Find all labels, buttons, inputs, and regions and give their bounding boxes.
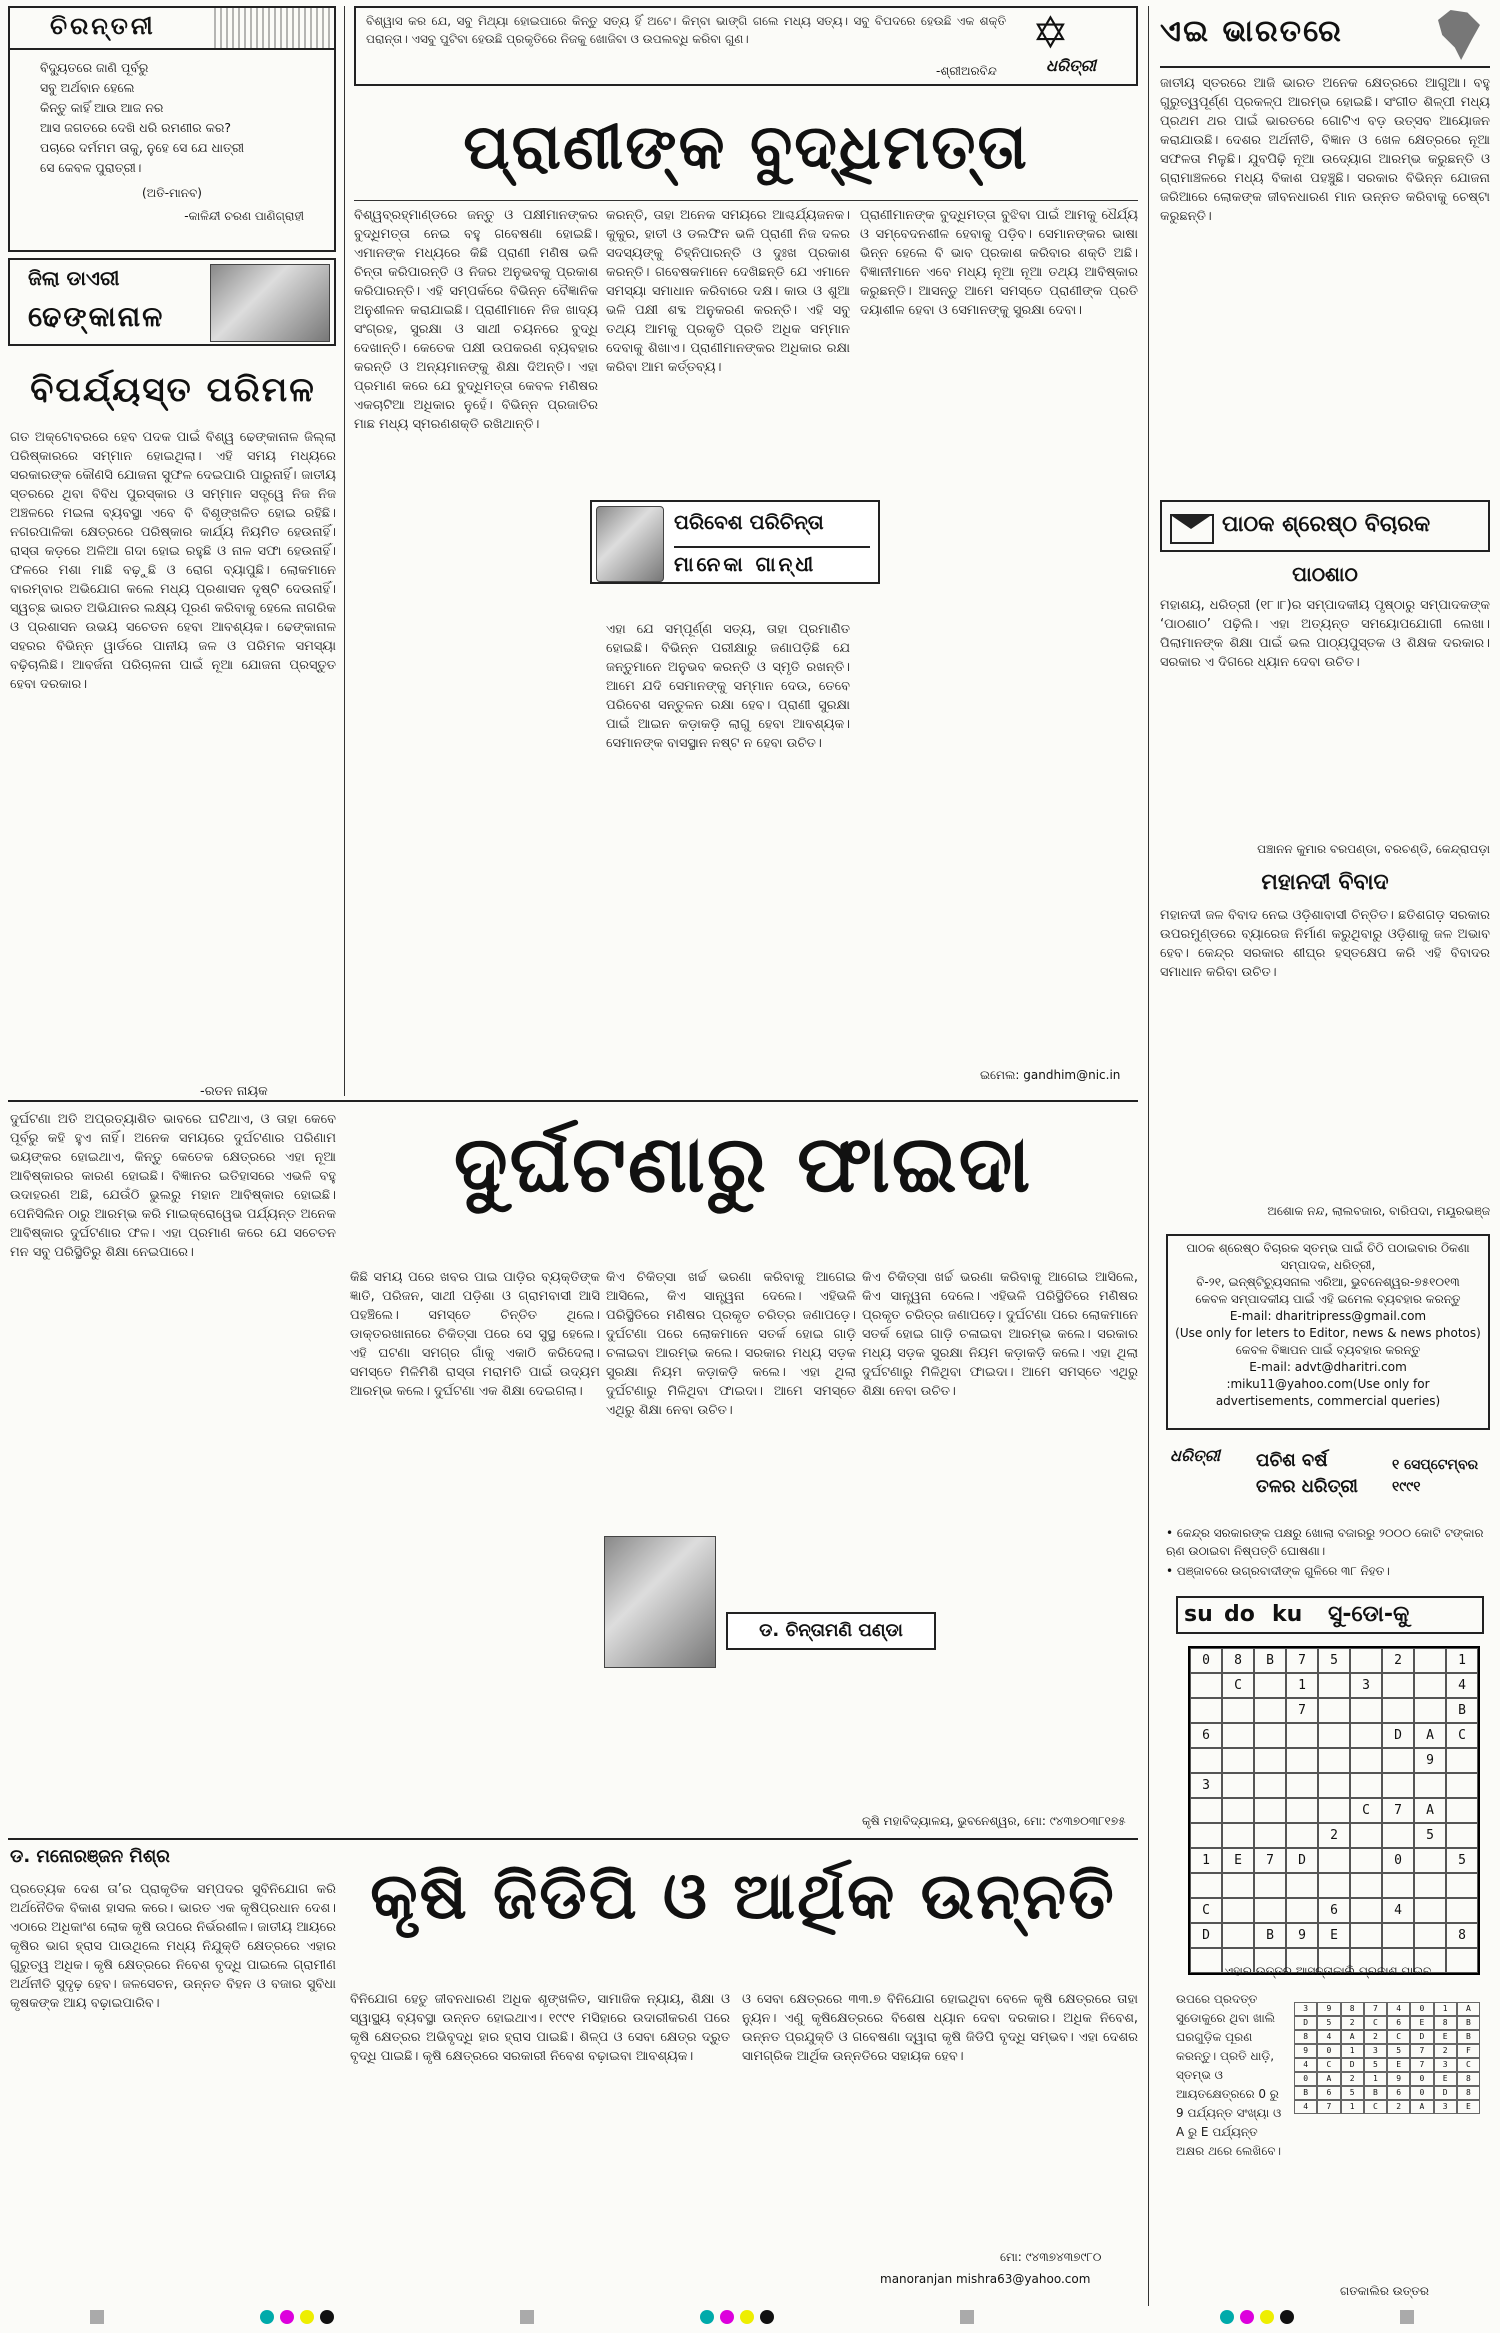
reg-square xyxy=(90,2310,104,2324)
bharat-body: ଜାତୀୟ ସ୍ତରରେ ଆଜି ଭାରତ ଅନେକ କ୍ଷେତ୍ରରେ ଆଗୁଆ। ବହୁ ଗୁରୁତ୍ୱପୂର୍ଣ୍ଣ ପ୍ରକଳ୍ପ ଆରମ୍ଭ ହୋଇଛି। ସଂଗୀତ ଶିଳ୍ପୀ ମଧ୍ୟ ପ୍ରଥମ ଥର ପାଇଁ ଭାରତରେ ଗୋଟିଏ ବଡ଼ ଉତ୍ସବ ଆୟୋଜନ କରାଯାଉଛି। ଦେଶର ଅର୍ଥନୀତି, ବିଜ୍ଞାନ ଓ ଖେଳ କ୍ଷେତ୍ରରେ ନୂଆ ସଫଳତା ମିଳୁଛି। ଯୁବପିଢ଼ି ନୂଆ ଉଦ୍ୟୋଗ ଆରମ୍ଭ କରୁଛନ୍ତି ଓ ଗ୍ରାମାଞ୍ଚଳରେ ମଧ୍ୟ ବିକାଶ ପହଞ୍ଚୁଛି। ସରକାର ବିଭିନ୍ନ ଯୋଜନା ଜରିଆରେ ଲୋକଙ୍କ ଜୀବନଧାରଣ ମାନ ଉନ୍ନତ କରିବାକୁ ଚେଷ୍ଟା କରୁଛନ୍ତି। xyxy=(1160,76,1490,224)
sudoku-caption: ଏହାର ଉତ୍ତର ଆସନ୍ତାକାଲି ପ୍ରକାଶ ପାଇବ xyxy=(1224,1964,1432,1978)
answer-cell: D xyxy=(1410,2030,1433,2044)
sudoku-cell[interactable] xyxy=(1318,1873,1350,1898)
answer-cell: E xyxy=(1387,2058,1410,2072)
contact-line2: ସମ୍ପାଦକ, ଧରିତ୍ରୀ, xyxy=(1280,1258,1376,1272)
answer-cell: 7 xyxy=(1410,2044,1433,2058)
district-label: ଜିଲା ଡାଏରୀ xyxy=(28,266,120,290)
answer-cell: 1 xyxy=(1434,2002,1457,2016)
sudoku-cell[interactable] xyxy=(1254,1773,1286,1798)
answer-cell: 8 xyxy=(1457,2086,1480,2100)
reg-cyan xyxy=(260,2310,274,2324)
sudoku-title-su: su xyxy=(1184,1602,1213,1627)
krishi-footer: ମୋ: ୯୪୩୭୪୩୭୯୮୦ xyxy=(1000,2250,1102,2264)
contact-email-3[interactable]: :miku11@yahoo.com(Use only for xyxy=(1226,1377,1430,1391)
sudoku-cell[interactable] xyxy=(1254,1823,1286,1848)
main-story-col1: ବିଶ୍ୱବ୍ରହ୍ମାଣ୍ଡରେ ଜନ୍ତୁ ଓ ପକ୍ଷୀମାନଙ୍କର ବୁଦ୍ଧିମତ୍ତା ନେଇ ବହୁ ଗବେଷଣା ହୋଇଛି। ଏମାନଙ୍କ ମଧ୍ୟରେ କିଛି ପ୍ରାଣୀ ମଣିଷ ଭଳି ଚିନ୍ତା କରିପାରନ୍ତି ଓ ନିଜର ଅନୁଭବକୁ ପ୍ରକାଶ କରିପାରନ୍ତି। ଏହି ସମ୍ପର୍କରେ ବିଭିନ୍ନ ବୈଜ୍ଞାନିକ ଅନୁଶୀଳନ କରାଯାଇଛି। ପ୍ରାଣୀମାନେ ନିଜ ଖାଦ୍ୟ ସଂଗ୍ରହ, ସୁରକ୍ଷା ଓ ସାଥୀ ଚୟନରେ ବୁଦ୍ଧି ଦେଖାନ୍ତି। କେତେକ ପକ୍ଷୀ ଉପକରଣ ବ୍ୟବହାର କରନ୍ତି ଓ ଅନ୍ୟମାନଙ୍କୁ ଶିକ୍ଷା ଦିଅନ୍ତି। ଏହା ପ୍ରମାଣ କରେ ଯେ ବୁଦ୍ଧିମତ୍ତା କେବଳ ମଣିଷର ଏକଚାଟିଆ ଅଧିକାର ନୁହେଁ। ବିଭିନ୍ନ ପ୍ରଜାତିର ମାଛ ମଧ୍ୟ ସ୍ମରଣଶକ୍ତି ରଖିଥାନ୍ତି। xyxy=(354,208,598,432)
answer-cell: D xyxy=(1341,2058,1364,2072)
answer-cell: E xyxy=(1434,2072,1457,2086)
sudoku-cell[interactable]: D xyxy=(1190,1923,1222,1948)
answer-cell: 7 xyxy=(1410,2058,1433,2072)
sudoku-cell[interactable] xyxy=(1414,1673,1446,1698)
sudoku-cell[interactable] xyxy=(1382,1923,1414,1948)
accident-col4: କିଏ ଚିକିତ୍ସା ଖର୍ଚ୍ଚ ଭରଣା କରିବାକୁ ଆଗେଇ ଆସିଲେ, କିଏ ସାନ୍ତ୍ୱନା ଦେଲେ। ଏହିଭଳି ପରିସ୍ଥିତିରେ ମଣିଷର ପ୍ରକୃତ ଚରିତ୍ର ଜଣାପଡ଼େ। ଦୁର୍ଘଟଣା ପରେ ଲୋକମାନେ ସତର୍କ ହୋଇ ଗାଡ଼ି ଚଳାଇବା ଆରମ୍ଭ କଲେ। ସରକାର ମଧ୍ୟ ସଡ଼କ ସୁରକ୍ଷା ନିୟମ କଡ଼ାକଡ଼ି କଲେ। ଏହା ଥିଲା ଦୁର୍ଘଟଣାରୁ ମିଳିଥିବା ଫାଇଦା। ଆମେ ସମସ୍ତେ ଏଥିରୁ ଶିକ୍ଷା ନେବା ଉଚିତ। xyxy=(862,1270,1138,1399)
sudoku-cell[interactable]: 0 xyxy=(1190,1648,1222,1673)
accident-headline: ଦୁର୍ଘଟଣାରୁ ଫାଇଦା xyxy=(453,1120,1033,1210)
answer-cell: A xyxy=(1341,2030,1364,2044)
sudoku-cell[interactable]: 1 xyxy=(1446,1648,1478,1673)
sudoku-cell[interactable] xyxy=(1222,1798,1254,1823)
sudoku-cell[interactable] xyxy=(1286,1823,1318,1848)
district-diary-box xyxy=(8,258,336,346)
reg-yellow-3 xyxy=(1260,2310,1274,2324)
sudoku-cell[interactable] xyxy=(1446,1773,1478,1798)
answer-cell: 3 xyxy=(1364,2044,1387,2058)
letter1-body: ମହାଶୟ, ଧରିତ୍ରୀ (୧୮।୮)ର ସମ୍ପାଦକୀୟ ପୃଷ୍ଠାରୁ ସମ୍ପାଦକଙ୍କ ‘ପାଠଶାଠ’ ପଢ଼ିଲି। ଏହା ଅତ୍ୟନ୍ତ ସମୟୋପଯୋଗୀ ଲେଖା। ପିଲାମାନଙ୍କ ଶିକ୍ଷା ପାଇଁ ଭଲ ପାଠ୍ୟପୁସ୍ତକ ଓ ଶିକ୍ଷକ ଦରକାର। ସରକାର ଏ ଦିଗରେ ଧ୍ୟାନ ଦେବା ଉଚିତ। xyxy=(1160,598,1490,670)
sudoku-cell[interactable] xyxy=(1446,1798,1478,1823)
answer-cell: E xyxy=(1410,2016,1433,2030)
bharat-masthead-text: ଏଇ ଭାରତରେ xyxy=(1160,14,1343,49)
krishi-headline: କୃଷି ଜିଡିପି ଓ ଆର୍ଥିକ ଉନ୍ନତି xyxy=(370,1860,1116,1934)
sudoku-cell[interactable]: 8 xyxy=(1222,1648,1254,1673)
sudoku-cell[interactable] xyxy=(1382,1673,1414,1698)
contact-line4: କେବଳ ସମ୍ପାଦକୀୟ ପାଇଁ ଏହି ଇମେଲ ବ୍ୟବହାର କରନ୍ତୁ xyxy=(1195,1292,1461,1306)
reg-square-3 xyxy=(960,2310,974,2324)
answer-cell: 5 xyxy=(1364,2058,1387,2072)
reg-magenta-3 xyxy=(1240,2310,1254,2324)
sudoku-cell[interactable] xyxy=(1414,1773,1446,1798)
left-story-headline: ବିପର୍ଯ୍ୟସ୍ତ ପରିମଳ xyxy=(30,370,316,410)
sudoku-cell[interactable]: B xyxy=(1254,1923,1286,1948)
chirantani-author: -କାଳିନ୍ଦୀ ଚରଣ ପାଣିଗ୍ରାହୀ xyxy=(184,209,304,223)
answer-cell: 7 xyxy=(1317,2100,1340,2114)
reg-black-3 xyxy=(1280,2310,1294,2324)
sudoku-cell[interactable] xyxy=(1222,1748,1254,1773)
sudoku-cell[interactable] xyxy=(1222,1723,1254,1748)
sudoku-cell[interactable] xyxy=(1318,1798,1350,1823)
answer-cell: 6 xyxy=(1387,2086,1410,2100)
answer-cell: 5 xyxy=(1317,2016,1340,2030)
answer-cell: 5 xyxy=(1341,2086,1364,2100)
sudoku-cell[interactable] xyxy=(1286,1773,1318,1798)
sudoku-cell[interactable]: 9 xyxy=(1414,1748,1446,1773)
answer-cell: B xyxy=(1457,2016,1480,2030)
sudoku-cell[interactable] xyxy=(1190,1798,1222,1823)
sudoku-cell[interactable]: 1 xyxy=(1190,1848,1222,1873)
sudoku-cell[interactable] xyxy=(1382,1698,1414,1723)
sudoku-cell[interactable] xyxy=(1286,1723,1318,1748)
letter2-body: ମହାନଦୀ ଜଳ ବିବାଦ ନେଇ ଓଡ଼ିଶାବାସୀ ଚିନ୍ତିତ। ଛତିଶଗଡ଼ ସରକାର ଉପରମୁଣ୍ଡରେ ବ୍ୟାରେଜ ନିର୍ମାଣ କରୁଥିବାରୁ ଓଡ଼ିଶାକୁ ଜଳ ଅଭାବ ହେବ। କେନ୍ଦ୍ର ସରକାର ଶୀଘ୍ର ହସ୍ତକ୍ଷେପ କରି ଏହି ବିବାଦର ସମାଧାନ କରିବା ଉଚିତ। xyxy=(1160,908,1490,980)
sudoku-cell[interactable]: C xyxy=(1350,1798,1382,1823)
sudoku-cell[interactable]: 7 xyxy=(1382,1798,1414,1823)
answer-cell: 7 xyxy=(1364,2002,1387,2016)
district-name: ଢେଙ୍କାନାଳ xyxy=(28,300,165,333)
answer-cell: 2 xyxy=(1434,2044,1457,2058)
answer-cell: 1 xyxy=(1364,2072,1387,2086)
accident-footer: କୃଷି ମହାବିଦ୍ୟାଳୟ, ଭୁବନେଶ୍ୱର, ମୋ: ୯୪୩୭୦୩୮୧୭୫ xyxy=(862,1814,1126,1828)
letter1-title: ପାଠଶାଠ xyxy=(1292,562,1358,586)
sudoku-cell[interactable]: 3 xyxy=(1350,1673,1382,1698)
answer-cell: A xyxy=(1410,2100,1433,2114)
dharitri-logo: ଧରିତ୍ରୀ xyxy=(1046,56,1096,75)
sudoku-cell[interactable]: A xyxy=(1414,1798,1446,1823)
answer-cell: 4 xyxy=(1317,2030,1340,2044)
krishi-col1: ପ୍ରତ୍ୟେକ ଦେଶ ତା’ର ପ୍ରାକୃତିକ ସମ୍ପଦର ସୁବିନିଯୋଗ କରି ଅର୍ଥନୈତିକ ବିକାଶ ହାସଲ କରେ। ଭାରତ ଏକ କୃଷିପ୍ରଧାନ ଦେଶ। ଏଠାରେ ଅଧିକାଂଶ ଲୋକ କୃଷି ଉପରେ ନିର୍ଭରଶୀଳ। ଜାତୀୟ ଆୟରେ କୃଷିର ଭାଗ ହ୍ରାସ ପାଉଥିଲେ ମଧ୍ୟ ନିଯୁକ୍ତି କ୍ଷେତ୍ରରେ ଏହାର ଗୁରୁତ୍ୱ ଅଧିକ। କୃଷି କ୍ଷେତ୍ରରେ ନିବେଶ ବୃଦ୍ଧି ପାଇଲେ ଗ୍ରାମୀଣ ଅର୍ଥନୀତି ସୁଦୃଢ଼ ହେବ। ଜଳସେଚନ, ଉନ୍ନତ ବିହନ ଓ ବଜାର ସୁବିଧା କୃଷକଙ୍କ ଆୟ ବଢ଼ାଇପାରିବ। xyxy=(10,1882,336,2011)
sudoku-cell[interactable]: 6 xyxy=(1318,1898,1350,1923)
sudoku-cell[interactable]: 2 xyxy=(1382,1648,1414,1673)
sudoku-cell[interactable] xyxy=(1350,1873,1382,1898)
envelope-icon xyxy=(1170,514,1214,544)
answer-cell: 4 xyxy=(1294,2100,1317,2114)
sudoku-cell[interactable] xyxy=(1254,1723,1286,1748)
sudoku-rules: ଉପରେ ପ୍ରଦତ୍ତ ସୁଡୋକୁରେ ଥିବା ଖାଲି ଘରଗୁଡ଼ିକ ପୂରଣ କରନ୍ତୁ। ପ୍ରତି ଧାଡ଼ି, ସ୍ତମ୍ଭ ଓ ଆୟତକ୍ଷେତ୍ରରେ 0 ରୁ 9 ପର୍ଯ୍ୟନ୍ତ ସଂଖ୍ୟା ଓ A ରୁ E ପର୍ଯ୍ୟନ୍ତ ଅକ୍ଷର ଥରେ ଲେଖିବେ। xyxy=(1176,1992,1282,2158)
twentyfive-box xyxy=(1166,1446,1490,1516)
sudoku-cell[interactable] xyxy=(1286,1798,1318,1823)
sudoku-cell[interactable] xyxy=(1350,1698,1382,1723)
reg-magenta xyxy=(280,2310,294,2324)
accident-col1: ଦୁର୍ଘଟଣା ଅତି ଅପ୍ରତ୍ୟାଶିତ ଭାବରେ ଘଟିଥାଏ, ଓ ତାହା କେବେ ପୂର୍ବରୁ କହି ହୁଏ ନାହିଁ। ଅନେକ ସମୟରେ ଦୁର୍ଘଟଣାର ପରିଣାମ ଭୟଙ୍କର ହୋଇଥାଏ, କିନ୍ତୁ କେତେକ କ୍ଷେତ୍ରରେ ଏହା ନୂଆ ଆବିଷ୍କାରର କାରଣ ହୋଇଛି। ବିଜ୍ଞାନର ଇତିହାସରେ ଏଭଳି ବହୁ ଉଦାହରଣ ଅଛି, ଯେଉଁଠି ଭୁଲରୁ ମହାନ ଆବିଷ୍କାର ହୋଇଛି। ପେନିସିଲିନ ଠାରୁ ଆରମ୍ଭ କରି ମାଇକ୍ରୋୱେଭ ପର୍ଯ୍ୟନ୍ତ ଅନେକ ଆବିଷ୍କାର ଦୁର୍ଘଟଣାର ଫଳ। ଏହା ପ୍ରମାଣ କରେ ଯେ ସଚେତନ ମନ ସବୁ ପରିସ୍ଥିତିରୁ ଶିକ୍ଷା ନେଇପାରେ। xyxy=(10,1112,336,1260)
sudoku-cell[interactable] xyxy=(1350,1823,1382,1848)
accident-col2: କିଛି ସମୟ ପରେ ଖବର ପାଇ ପାଡ଼ିର ବ୍ୟକ୍ତିଙ୍କ ଜ୍ଞାତି, ପରିଜନ, ସାଥୀ ପଡ଼ିଶା ଓ ଗ୍ରାମବାସୀ ଆସି ପହଞ୍ଚିଲେ। ସମସ୍ତେ ଚିନ୍ତିତ ଥିଲେ। ଡାକ୍ତରଖାନାରେ ଚିକିତ୍ସା ପରେ ସେ ସୁସ୍ଥ ହେଲେ। ଏହି ଘଟଣା ସମଗ୍ର ଗାଁକୁ ଏକାଠି କରିଦେଲା। ସମସ୍ତେ ମିଳିମିଶି ରାସ୍ତା ମରାମତି ପାଇଁ ଉଦ୍ୟମ ଆରମ୍ଭ କଲେ। ଦୁର୍ଘଟଣା ଏକ ଶିକ୍ଷା ଦେଇଗଲା। xyxy=(350,1270,600,1399)
sudoku-cell[interactable] xyxy=(1286,1748,1318,1773)
sudoku-cell[interactable]: C xyxy=(1190,1898,1222,1923)
answer-cell: 8 xyxy=(1294,2030,1317,2044)
answer-cell: C xyxy=(1387,2030,1410,2044)
sudoku-cell[interactable] xyxy=(1318,1673,1350,1698)
sudoku-cell[interactable] xyxy=(1222,1823,1254,1848)
answer-cell: 2 xyxy=(1387,2100,1410,2114)
sudoku-cell[interactable] xyxy=(1350,1923,1382,1948)
sudoku-cell[interactable]: 5 xyxy=(1318,1648,1350,1673)
sudoku-cell[interactable] xyxy=(1414,1648,1446,1673)
sudoku-cell[interactable] xyxy=(1350,1723,1382,1748)
sudoku-cell[interactable] xyxy=(1350,1748,1382,1773)
answer-cell: 9 xyxy=(1294,2044,1317,2058)
answer-cell: B xyxy=(1457,2030,1480,2044)
answer-cell: E xyxy=(1457,2100,1480,2114)
sudoku-cell[interactable] xyxy=(1318,1698,1350,1723)
answer-cell: 6 xyxy=(1387,2016,1410,2030)
reg-yellow xyxy=(300,2310,314,2324)
krishi-email: manoranjan mishra63@yahoo.com xyxy=(880,2272,1091,2286)
sudoku-cell[interactable] xyxy=(1350,1648,1382,1673)
twentyfive-item-0: • କେନ୍ଦ୍ର ସରକାରଙ୍କ ପକ୍ଷରୁ ଖୋଲା ବଜାରରୁ ୨୦୦୦ କୋଟି ଟଙ୍କାର ଋଣ ଉଠାଇବା ନିଷ୍ପତ୍ତି ଘୋଷଣା। xyxy=(1166,1526,1484,1558)
reg-square-2 xyxy=(520,2310,534,2324)
reg-black-2 xyxy=(760,2310,774,2324)
temple-photo xyxy=(210,264,330,342)
contact-email-2[interactable]: E-mail: advt@dharitri.com xyxy=(1249,1360,1407,1374)
sudoku-cell[interactable] xyxy=(1414,1923,1446,1948)
sudoku-cell[interactable]: 3 xyxy=(1190,1773,1222,1798)
sudoku-cell[interactable] xyxy=(1222,1773,1254,1798)
chirantani-ornament xyxy=(214,8,334,48)
sudoku-cell[interactable] xyxy=(1286,1898,1318,1923)
section-divider xyxy=(8,1100,1138,1102)
sudoku-cell[interactable]: B xyxy=(1446,1698,1478,1723)
sudoku-cell[interactable]: 2 xyxy=(1318,1823,1350,1848)
author-photo xyxy=(596,506,664,582)
answer-cell: 9 xyxy=(1317,2002,1340,2016)
sudoku-cell[interactable] xyxy=(1446,1748,1478,1773)
sudoku-cell[interactable] xyxy=(1350,1773,1382,1798)
contact-email-1[interactable]: E-mail: dharitripress@gmail.com xyxy=(1229,1309,1427,1323)
sudoku-cell[interactable] xyxy=(1414,1898,1446,1923)
sudoku-cell[interactable] xyxy=(1222,1923,1254,1948)
sudoku-cell[interactable]: 0 xyxy=(1382,1848,1414,1873)
letter2-title: ମହାନଦୀ ବିବାଦ xyxy=(1261,870,1389,895)
answer-cell: 3 xyxy=(1294,2002,1317,2016)
sudoku-cell[interactable] xyxy=(1222,1698,1254,1723)
sudoku-cell[interactable]: 5 xyxy=(1414,1823,1446,1848)
main-story-col3: ଏହା ଯେ ସମ୍ପୂର୍ଣ୍ଣ ସତ୍ୟ, ତାହା ପ୍ରମାଣିତ ହୋଇଛି। ବିଭିନ୍ନ ପରୀକ୍ଷାରୁ ଜଣାପଡ଼ିଛି ଯେ ଜନ୍ତୁମାନେ ଅନୁଭବ କରନ୍ତି ଓ ସ୍ମୃତି ରଖନ୍ତି। ଆମେ ଯଦି ସେମାନଙ୍କୁ ସମ୍ମାନ ଦେଉ, ତେବେ ପରିବେଶ ସନ୍ତୁଳନ ରକ୍ଷା ହେବ। ପ୍ରାଣୀ ସୁରକ୍ଷା ପାଇଁ ଆଇନ କଡ଼ାକଡ଼ି ଲାଗୁ ହେବା ଆବଶ୍ୟକ। ସେମାନଙ୍କ ବାସସ୍ଥାନ ନଷ୍ଟ ନ ହେବା ଉଚିତ। xyxy=(606,622,850,751)
letters-title: ପାଠକ ଶ୍ରେଷ୍ଠ ବିଚାରକ xyxy=(1222,512,1431,537)
answer-cell: A xyxy=(1457,2002,1480,2016)
answer-cell: 0 xyxy=(1410,2086,1433,2100)
answer-cell: 2 xyxy=(1341,2072,1364,2086)
sudoku-cell[interactable] xyxy=(1286,1873,1318,1898)
top-quote-text: ବିଶ୍ୱାସ କର ଯେ, ସବୁ ମିଥ୍ୟା ହୋଇପାରେ କିନ୍ତୁ ସତ୍ୟ ହିଁ ଅଟେ। କିମ୍ବା ଭାଙ୍ଗି ଗଲେ ମଧ୍ୟ ସତ୍ୟ। ସବୁ ବିପଦରେ ହେଉଛି ଏକ ଶକ୍ତି ପରାନ୍ତା। ଏସବୁ ପୁଟିବା ହେଉଛି ପ୍ରକୃତିରେ ନିଜକୁ ଖୋଜିବା ଓ ଉପଲବ୍ଧି କରିବା ଗୁଣ। xyxy=(366,14,1006,46)
chirantani-sub: (ଅତି-ମାନବ) xyxy=(142,186,202,200)
sudoku-cell[interactable]: D xyxy=(1382,1723,1414,1748)
answer-cell: C xyxy=(1457,2058,1480,2072)
sudoku-cell[interactable]: 7 xyxy=(1254,1848,1286,1873)
sudoku-cell[interactable] xyxy=(1414,1698,1446,1723)
reg-square-4 xyxy=(1400,2310,1414,2324)
twentyfive-title1: ପଚିଶ ବର୍ଷ xyxy=(1256,1450,1328,1471)
sudoku-cell[interactable]: 5 xyxy=(1446,1848,1478,1873)
answer-cell: B xyxy=(1294,2086,1317,2100)
sudoku-cell[interactable] xyxy=(1318,1773,1350,1798)
main-story-email: ଇମେଲ: gandhim@nic.in xyxy=(980,1068,1121,1082)
krishi-author: ଡ. ମନୋରଞ୍ଜନ ମିଶ୍ର xyxy=(10,1846,170,1867)
column-name: ପରିବେଶ ପରିଚିନ୍ତା xyxy=(674,510,824,534)
sudoku-cell[interactable] xyxy=(1190,1748,1222,1773)
sudoku-title-ku: ku xyxy=(1272,1602,1303,1627)
accident-author-label xyxy=(726,1612,936,1650)
sudoku-cell[interactable]: C xyxy=(1222,1673,1254,1698)
sudoku-cell[interactable]: 4 xyxy=(1446,1673,1478,1698)
sudoku-cell[interactable] xyxy=(1190,1873,1222,1898)
sudoku-cell[interactable]: 7 xyxy=(1286,1698,1318,1723)
contact-line5: କେବଳ ବିଜ୍ଞାପନ ପାଇଁ ବ୍ୟବହାର କରନ୍ତୁ xyxy=(1235,1343,1421,1357)
answer-cell: 4 xyxy=(1294,2058,1317,2072)
answer-cell: 0 xyxy=(1317,2044,1340,2058)
column-rule xyxy=(344,6,345,1096)
sudoku-title-box xyxy=(1176,1596,1484,1634)
sudoku-cell[interactable] xyxy=(1254,1898,1286,1923)
krishi-col2: ବିନିଯୋଗ ହେତୁ ଜୀବନଧାରଣ ଅଧିକ ଶୃଙ୍ଖଳିତ, ସାମାଜିକ ନ୍ୟାୟ, ଶିକ୍ଷା ଓ ସ୍ୱାସ୍ଥ୍ୟ ବ୍ୟବସ୍ଥା ଉନ୍ନତ ହୋଇଥାଏ। ୧୯୯୧ ମସିହାରେ ଉଦାରୀକରଣ ପରେ କୃଷି କ୍ଷେତ୍ରର ଅଭିବୃଦ୍ଧି ହାର ହ୍ରାସ ପାଇଛି। ଶିଳ୍ପ ଓ ସେବା କ୍ଷେତ୍ର ଦ୍ରୁତ ବୃଦ୍ଧି ପାଇଛି। କୃଷି କ୍ଷେତ୍ରରେ ସରକାରୀ ନିବେଶ ବଢ଼ାଇବା ଆବଶ୍ୟକ। xyxy=(350,1992,730,2064)
answer-cell: 2 xyxy=(1341,2016,1364,2030)
sudoku-cell[interactable]: 4 xyxy=(1382,1898,1414,1923)
sudoku-cell[interactable]: 9 xyxy=(1286,1923,1318,1948)
contact-note-1: (Use only for leters to Editor, news & news photos) xyxy=(1175,1326,1481,1340)
sudoku-cell[interactable] xyxy=(1318,1748,1350,1773)
answer-cell: A xyxy=(1317,2072,1340,2086)
sudoku-cell[interactable] xyxy=(1254,1698,1286,1723)
answer-cell: 0 xyxy=(1410,2072,1433,2086)
bharat-masthead xyxy=(1160,6,1490,68)
answer-cell: 0 xyxy=(1294,2072,1317,2086)
sudoku-cell[interactable] xyxy=(1382,1823,1414,1848)
sudoku-cell[interactable] xyxy=(1414,1873,1446,1898)
sudoku-cell[interactable]: 7 xyxy=(1286,1648,1318,1673)
answer-cell: D xyxy=(1294,2016,1317,2030)
sudoku-cell[interactable] xyxy=(1350,1848,1382,1873)
krishi-col3: ଓ ସେବା କ୍ଷେତ୍ରରେ ୩୩.୭ ବିନିଯୋଗ ହୋଇଥିବା ବେଳେ କୃଷି କ୍ଷେତ୍ରରେ ତାହା ନ୍ୟୁନ। ଏଣୁ କୃଷିକ୍ଷେତ୍ରରେ ବିଶେଷ ଧ୍ୟାନ ଦେବା ଦରକାର। ଅଧିକ ନିବେଶ, ଉନ୍ନତ ପ୍ରଯୁକ୍ତି ଓ ଗବେଷଣା ଦ୍ୱାରା କୃଷି ଜିଡିପି ବୃଦ୍ଧି ସମ୍ଭବ। ଏହା ଦେଶର ସାମଗ୍ରିକ ଆର୍ଥିକ ଉନ୍ନତିରେ ସହାୟକ ହେବ। xyxy=(742,1992,1138,2064)
answer-cell: C xyxy=(1364,2100,1387,2114)
sudoku-cell[interactable] xyxy=(1382,1748,1414,1773)
chirantani-poem: ବିଦ୍ୟୁତରେ ଜାଣି ପୂର୍ବରୁ ସବୁ ଅର୍ଥବାନ ହେଲେ କିନ୍ତୁ କାହିଁ ଆଉ ଆଜ ନର ଆସ ଜଗତରେ ଦେଖି ଧରି ରମଣୀର କର? ପଚାରେ ଦର୍ମମମ ତାକୁ, ନୁହେ ସେ ଯେ ଧାତ୍ରୀ ସେ କେବଳ ପୁରାତ୍ରୀ। xyxy=(40,60,245,175)
answer-cell: 8 xyxy=(1457,2072,1480,2086)
contact-note-2: advertisements, commercial queries) xyxy=(1215,1394,1441,1408)
sudoku-title-do: do xyxy=(1224,1602,1255,1627)
sudoku-cell[interactable]: D xyxy=(1286,1848,1318,1873)
sudoku-cell[interactable] xyxy=(1190,1673,1222,1698)
sudoku-cell[interactable] xyxy=(1254,1748,1286,1773)
sudoku-cell[interactable] xyxy=(1446,1898,1478,1923)
answer-cell: 0 xyxy=(1410,2002,1433,2016)
sudoku-cell[interactable] xyxy=(1382,1873,1414,1898)
answer-cell: 6 xyxy=(1317,2086,1340,2100)
columnist-name: ମାନେକା ଗାନ୍ଧୀ xyxy=(674,546,870,576)
sudoku-answer-grid xyxy=(1294,2002,1480,2114)
answer-cell: C xyxy=(1317,2058,1340,2072)
sudoku-cell[interactable] xyxy=(1254,1873,1286,1898)
answer-cell: 8 xyxy=(1434,2016,1457,2030)
letters-title-box xyxy=(1160,500,1490,552)
sudoku-cell[interactable] xyxy=(1446,1823,1478,1848)
sudoku-cell[interactable] xyxy=(1222,1898,1254,1923)
contact-box xyxy=(1166,1234,1490,1430)
main-story-col2: କରନ୍ତି, ତାହା ଅନେକ ସମୟରେ ଆଶ୍ଚର୍ଯ୍ୟଜନକ। କୁକୁର, ହାତୀ ଓ ଡଲଫିନ ଭଳି ପ୍ରାଣୀ ନିଜ ଦଳର ସଦସ୍ୟଙ୍କୁ ଚିହ୍ନିପାରନ୍ତି ଓ ଦୁଃଖ ପ୍ରକାଶ କରନ୍ତି। ଗବେଷକମାନେ ଦେଖିଛନ୍ତି ଯେ ଏମାନେ ସମସ୍ୟା ସମାଧାନ କରିବାରେ ଦକ୍ଷ। କାଉ ଓ ଶୁଆ ଭଳି ପକ୍ଷୀ ଶବ୍ଦ ଅନୁକରଣ କରନ୍ତି। ଏହି ସବୁ ତଥ୍ୟ ଆମକୁ ପ୍ରକୃତି ପ୍ରତି ଅଧିକ ସମ୍ମାନ ଦେବାକୁ ଶିଖାଏ। ପ୍ରାଣୀମାନଙ୍କର ଅଧିକାର ରକ୍ଷା କରିବା ଆମ କର୍ତ୍ତବ୍ୟ। xyxy=(606,208,850,375)
print-marks xyxy=(0,2310,1500,2330)
answer-cell: F xyxy=(1457,2044,1480,2058)
reg-black xyxy=(320,2310,334,2324)
sudoku-cell[interactable]: E xyxy=(1318,1923,1350,1948)
chirantani-box xyxy=(8,6,336,252)
sudoku-cell[interactable]: 8 xyxy=(1446,1923,1478,1948)
answer-cell: 8 xyxy=(1341,2002,1364,2016)
accident-author-name: ଡ. ଚିନ୍ତାମଣି ପଣ୍ଡା xyxy=(759,1620,903,1641)
answer-cell: 1 xyxy=(1341,2100,1364,2114)
letter2-sign: ଅଶୋକ ନନ୍ଦ, ଲାଲବଜାର, ବାରିପଦା, ମୟୂରଭଞ୍ଜ xyxy=(1267,1204,1490,1218)
section-divider-2 xyxy=(8,1838,1138,1840)
chirantani-title-bar xyxy=(10,8,334,50)
sudoku-cell[interactable] xyxy=(1318,1723,1350,1748)
sudoku-cell[interactable] xyxy=(1382,1773,1414,1798)
right-column-rule xyxy=(1148,6,1149,2306)
top-quote-box xyxy=(354,6,1138,86)
main-story-headline: ପ୍ରାଣୀଙ୍କ ବୁଦ୍ଧିମତ୍ତା xyxy=(463,110,1029,183)
answer-cell: 3 xyxy=(1434,2058,1457,2072)
sudoku-cell[interactable] xyxy=(1254,1798,1286,1823)
contact-line3: ବି-୨୧, ଇନ୍‌ଷ୍ଟିଚ୍ୟୁସନାଲ ଏରିଆ, ଭୁବନେଶ୍ୱର-୭୫୧୦୧୩ xyxy=(1196,1275,1460,1289)
answer-cell: D xyxy=(1434,2086,1457,2100)
sudoku-cell[interactable] xyxy=(1446,1873,1478,1898)
sudoku-cell[interactable] xyxy=(1254,1673,1286,1698)
answer-cell: 2 xyxy=(1364,2030,1387,2044)
sudoku-cell[interactable] xyxy=(1414,1848,1446,1873)
answer-cell: 9 xyxy=(1387,2072,1410,2086)
answer-cell: E xyxy=(1434,2030,1457,2044)
answer-cell: 4 xyxy=(1387,2002,1410,2016)
sudoku-cell[interactable] xyxy=(1190,1823,1222,1848)
left-story-body: ଗତ ଅକ୍ଟୋବରରେ ହେବ ପଦକ ପାଇଁ ବିଶ୍ୱ ଢେଙ୍କାନାଳ ଜିଲ୍ଲା ପରିଷ୍କାରରେ ସମ୍ମାନ ହୋଇଥିଲା। ଏହି ସମୟ ମଧ୍ୟରେ ସରକାରଙ୍କ କୌଣସି ଯୋଜନା ସୁଫଳ ଦେଇପାରି ପାରୁନାହିଁ। ଜାତୀୟ ସ୍ତରରେ ଥିବା ବିବିଧ ପୁରସ୍କାର ଓ ସମ୍ମାନ ସତ୍ତ୍ୱେ ନିଜ ନିଜ ଅଞ୍ଚଳରେ ମଇଳା ବ୍ୟବସ୍ଥା ଏବେ ବି ବିଶୃଙ୍ଖଳିତ ହୋଇ ରହିଛି। ନଗରପାଳିକା କ୍ଷେତ୍ରରେ ପରିଷ୍କାର କାର୍ଯ୍ୟ ନିୟମିତ ହେଉନାହିଁ। ରାସ୍ତା କଡ଼ରେ ଅଳିଆ ଗଦା ହୋଇ ରହୁଛି ଓ ନାଳ ସଫା ହେଉନାହିଁ। ଫଳରେ ମଶା ମାଛି ବଢ଼ୁଛି ଓ ରୋଗ ବ୍ୟାପୁଛି। ଲୋକମାନେ ବାରମ୍ବାର ଅଭିଯୋଗ କଲେ ମଧ୍ୟ ପ୍ରଶାସନ ଦୃଷ୍ଟି ଦେଉନାହିଁ। ସ୍ୱଚ୍ଛ ଭାରତ ଅଭିଯାନର ଲକ୍ଷ୍ୟ ପୂରଣ କରିବାକୁ ହେଲେ ନାଗରିକ ଓ ପ୍ରଶାସନ ଉଭୟ ସଚେତନ ହେବା ଆବଶ୍ୟକ। ଢେଙ୍କାନାଳ ସହରର ବିଭିନ୍ନ ୱାର୍ଡରେ ପାନୀୟ ଜଳ ଓ ପରିମଳ ସମସ୍ୟା ବଢ଼ିଚାଲିଛି। ଆବର୍ଜନା ପରିଚାଳନା ପାଇଁ ନୂଆ ଯୋଜନା ପ୍ରସ୍ତୁତ ହେବା ଦରକାର। xyxy=(10,430,336,692)
reg-cyan-3 xyxy=(1220,2310,1234,2324)
answer-cell: B xyxy=(1364,2086,1387,2100)
sudoku-cell[interactable]: B xyxy=(1254,1648,1286,1673)
left-story-byline: -ରତନ ନାୟକ xyxy=(200,1084,268,1099)
sudoku-answer-label: ଗତକାଲିର ଉତ୍ତର xyxy=(1340,2284,1429,2298)
chirantani-title: ଚିରନ୍ତନୀ xyxy=(50,12,156,40)
sudoku-cell[interactable]: C xyxy=(1446,1723,1478,1748)
reg-yellow-2 xyxy=(740,2310,754,2324)
sudoku-cell[interactable] xyxy=(1318,1848,1350,1873)
sudoku-cell[interactable] xyxy=(1222,1873,1254,1898)
twentyfive-item-1: • ପଞ୍ଜାବରେ ଉଗ୍ରବାଦୀଙ୍କ ଗୁଳିରେ ୩୮ ନିହତ। xyxy=(1166,1564,1390,1578)
reg-cyan-2 xyxy=(700,2310,714,2324)
sudoku-cell[interactable]: A xyxy=(1414,1723,1446,1748)
sudoku-grid[interactable] xyxy=(1188,1646,1480,1975)
sudoku-cell[interactable]: 6 xyxy=(1190,1723,1222,1748)
sudoku-cell[interactable] xyxy=(1350,1898,1382,1923)
twentyfive-date: ୧ ସେପ୍ଟେମ୍ବର ୧୯୯୧ xyxy=(1392,1457,1479,1495)
accident-author-photo xyxy=(604,1536,716,1668)
sudoku-cell[interactable] xyxy=(1190,1698,1222,1723)
sudoku-title-or: ସୁ-ଡୋ-କୁ xyxy=(1328,1602,1410,1627)
main-story-top-rule xyxy=(354,200,1138,201)
sudoku-cell[interactable]: E xyxy=(1222,1848,1254,1873)
twentyfive-logo: ଧରିତ୍ରୀ xyxy=(1170,1446,1220,1465)
answer-cell: 5 xyxy=(1387,2044,1410,2058)
sudoku-cell[interactable]: 1 xyxy=(1286,1673,1318,1698)
columnist-box xyxy=(590,500,880,584)
top-quote-author: -ଶ୍ରୀଅରବିନ୍ଦ xyxy=(936,64,997,78)
letter1-sign: ପଞ୍ଚାନନ କୁମାର ବରପଣ୍ଡା, ବରଚଣ୍ଡି, କେନ୍ଦ୍ରାପଡ଼ା xyxy=(1257,842,1490,856)
star-of-david-icon: ✡ xyxy=(1032,8,1069,59)
accident-col3: କିଏ ଚିକିତ୍ସା ଖର୍ଚ୍ଚ ଭରଣା କରିବାକୁ ଆଗେଇ ଆସିଲେ, କିଏ ସାନ୍ତ୍ୱନା ଦେଲେ। ଏହିଭଳି ପରିସ୍ଥିତିରେ ମଣିଷର ପ୍ରକୃତ ଚରିତ୍ର ଜଣାପଡ଼େ। ଦୁର୍ଘଟଣା ପରେ ଲୋକମାନେ ସତର୍କ ହୋଇ ଗାଡ଼ି ଚଳାଇବା ଆରମ୍ଭ କଲେ। ସରକାର ମଧ୍ୟ ସଡ଼କ ସୁରକ୍ଷା ନିୟମ କଡ଼ାକଡ଼ି କଲେ। ଏହା ଥିଲା ଦୁର୍ଘଟଣାରୁ ମିଳିଥିବା ଫାଇଦା। ଆମେ ସମସ୍ତେ ଏଥିରୁ ଶିକ୍ଷା ନେବା ଉଚିତ। xyxy=(606,1270,856,1418)
reg-magenta-2 xyxy=(720,2310,734,2324)
answer-cell: 3 xyxy=(1434,2100,1457,2114)
twentyfive-title2: ତଳର ଧରିତ୍ରୀ xyxy=(1256,1476,1358,1497)
answer-cell: C xyxy=(1364,2016,1387,2030)
main-story-col4: ପ୍ରାଣୀମାନଙ୍କ ବୁଦ୍ଧିମତ୍ତା ବୁଝିବା ପାଇଁ ଆମକୁ ଧୈର୍ଯ୍ୟ ଓ ସମ୍ବେଦନଶୀଳ ହେବାକୁ ପଡ଼ିବ। ସେମାନଙ୍କର ଭାଷା ଭିନ୍ନ ହେଲେ ବି ଭାବ ପ୍ରକାଶ କରିବାର ଶକ୍ତି ଅଛି। ବିଜ୍ଞାନୀମାନେ ଏବେ ମଧ୍ୟ ନୂଆ ନୂଆ ତଥ୍ୟ ଆବିଷ୍କାର କରୁଛନ୍ତି। ଆସନ୍ତୁ ଆମେ ସମସ୍ତେ ପ୍ରାଣୀଙ୍କ ପ୍ରତି ଦୟାଶୀଳ ହେବା ଓ ସେମାନଙ୍କୁ ସୁରକ୍ଷା ଦେବା। xyxy=(860,208,1138,318)
answer-cell: 1 xyxy=(1341,2044,1364,2058)
contact-line1: ପାଠକ ଶ୍ରେଷ୍ଠ ବିଚାରକ ସ୍ତମ୍ଭ ପାଇଁ ଚିଠି ପଠାଇବାର ଠିକଣା xyxy=(1186,1241,1470,1255)
